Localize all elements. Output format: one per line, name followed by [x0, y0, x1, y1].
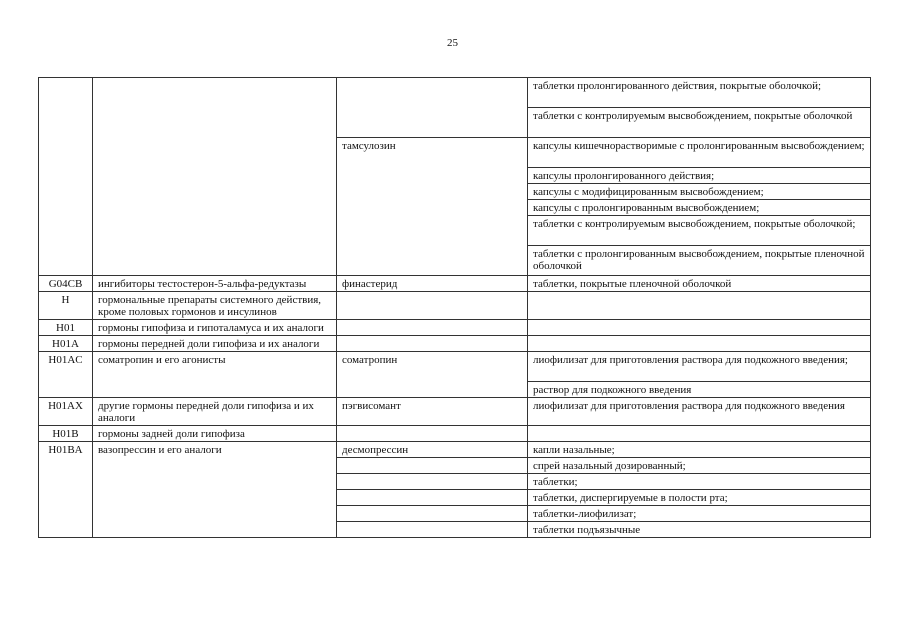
form-cell [528, 320, 871, 336]
form-cell: капсулы кишечнорастворимые с пролонгированным высвобождением; [528, 138, 871, 168]
inn-cell [337, 426, 528, 442]
inn-cell: десмопрессин [337, 442, 528, 458]
form-cell: таблетки-лиофилизат; [528, 506, 871, 522]
form-cell: капсулы пролонгированного действия; [528, 168, 871, 184]
form-cell: лиофилизат для приготовления раствора для подкожного введения; [528, 352, 871, 382]
inn-cell [337, 458, 528, 474]
table-row [39, 442, 871, 458]
table-row [39, 398, 871, 426]
form-cell: капли назальные; [528, 442, 871, 458]
form-cell: таблетки, покрытые пленочной оболочкой [528, 276, 871, 292]
atc-code-cell: H [39, 292, 93, 320]
table-row [39, 292, 871, 320]
inn-cell [337, 490, 528, 506]
inn-cell [337, 292, 528, 320]
atc-code-cell [39, 78, 93, 276]
atc-code-cell: H01 [39, 320, 93, 336]
atc-code-cell: H01BA [39, 442, 93, 538]
form-cell: таблетки с пролонгированным высвобождением, покрытые пленочной оболочкой [528, 246, 871, 276]
form-cell: лиофилизат для приготовления раствора для подкожного введения [528, 398, 871, 426]
form-cell [528, 292, 871, 320]
form-cell [528, 426, 871, 442]
page-number: 25 [447, 37, 458, 49]
form-cell: капсулы с пролонгированным высвобождением; [528, 200, 871, 216]
group-cell: гормоны гипофиза и гипоталамуса и их аналоги [93, 320, 337, 336]
group-cell: соматропин и его агонисты [93, 352, 337, 398]
group-cell: ингибиторы тестостерон-5-альфа-редуктазы [93, 276, 337, 292]
group-cell: гормоны задней доли гипофиза [93, 426, 337, 442]
atc-code-cell: H01AX [39, 398, 93, 426]
form-cell: таблетки с контролируемым высвобождением, покрытые оболочкой [528, 108, 871, 138]
table-row [39, 276, 871, 292]
atc-code-cell: H01B [39, 426, 93, 442]
table-row [39, 426, 871, 442]
form-cell: таблетки пролонгированного действия, покрытые оболочкой; [528, 78, 871, 108]
inn-cell: соматропин [337, 352, 528, 398]
form-cell: таблетки с контролируемым высвобождением, покрытые оболочкой; [528, 216, 871, 246]
group-cell: гормональные препараты системного действия, кроме половых гормонов и инсулинов [93, 292, 337, 320]
inn-cell: тамсулозин [337, 138, 528, 276]
form-cell: таблетки, диспергируемые в полости рта; [528, 490, 871, 506]
form-cell: таблетки подъязычные [528, 522, 871, 538]
table-row [39, 336, 871, 352]
group-cell: гормоны передней доли гипофиза и их аналоги [93, 336, 337, 352]
table-row [39, 78, 871, 108]
atc-code-cell: H01AC [39, 352, 93, 398]
inn-cell: финастерид [337, 276, 528, 292]
form-cell [528, 336, 871, 352]
form-cell: спрей назальный дозированный; [528, 458, 871, 474]
inn-cell [337, 78, 528, 138]
form-cell: таблетки; [528, 474, 871, 490]
inn-cell [337, 336, 528, 352]
atc-code-cell: H01A [39, 336, 93, 352]
inn-cell [337, 474, 528, 490]
table-row [39, 320, 871, 336]
form-cell: раствор для подкожного введения [528, 382, 871, 398]
group-cell [93, 78, 337, 276]
group-cell: другие гормоны передней доли гипофиза и их аналоги [93, 398, 337, 426]
table-row [39, 352, 871, 382]
atc-code-cell: G04CB [39, 276, 93, 292]
group-cell: вазопрессин и его аналоги [93, 442, 337, 538]
inn-cell [337, 522, 528, 538]
inn-cell: пэгвисомант [337, 398, 528, 426]
inn-cell [337, 320, 528, 336]
form-cell: капсулы с модифицированным высвобождением; [528, 184, 871, 200]
inn-cell [337, 506, 528, 522]
drug-table [38, 77, 871, 538]
